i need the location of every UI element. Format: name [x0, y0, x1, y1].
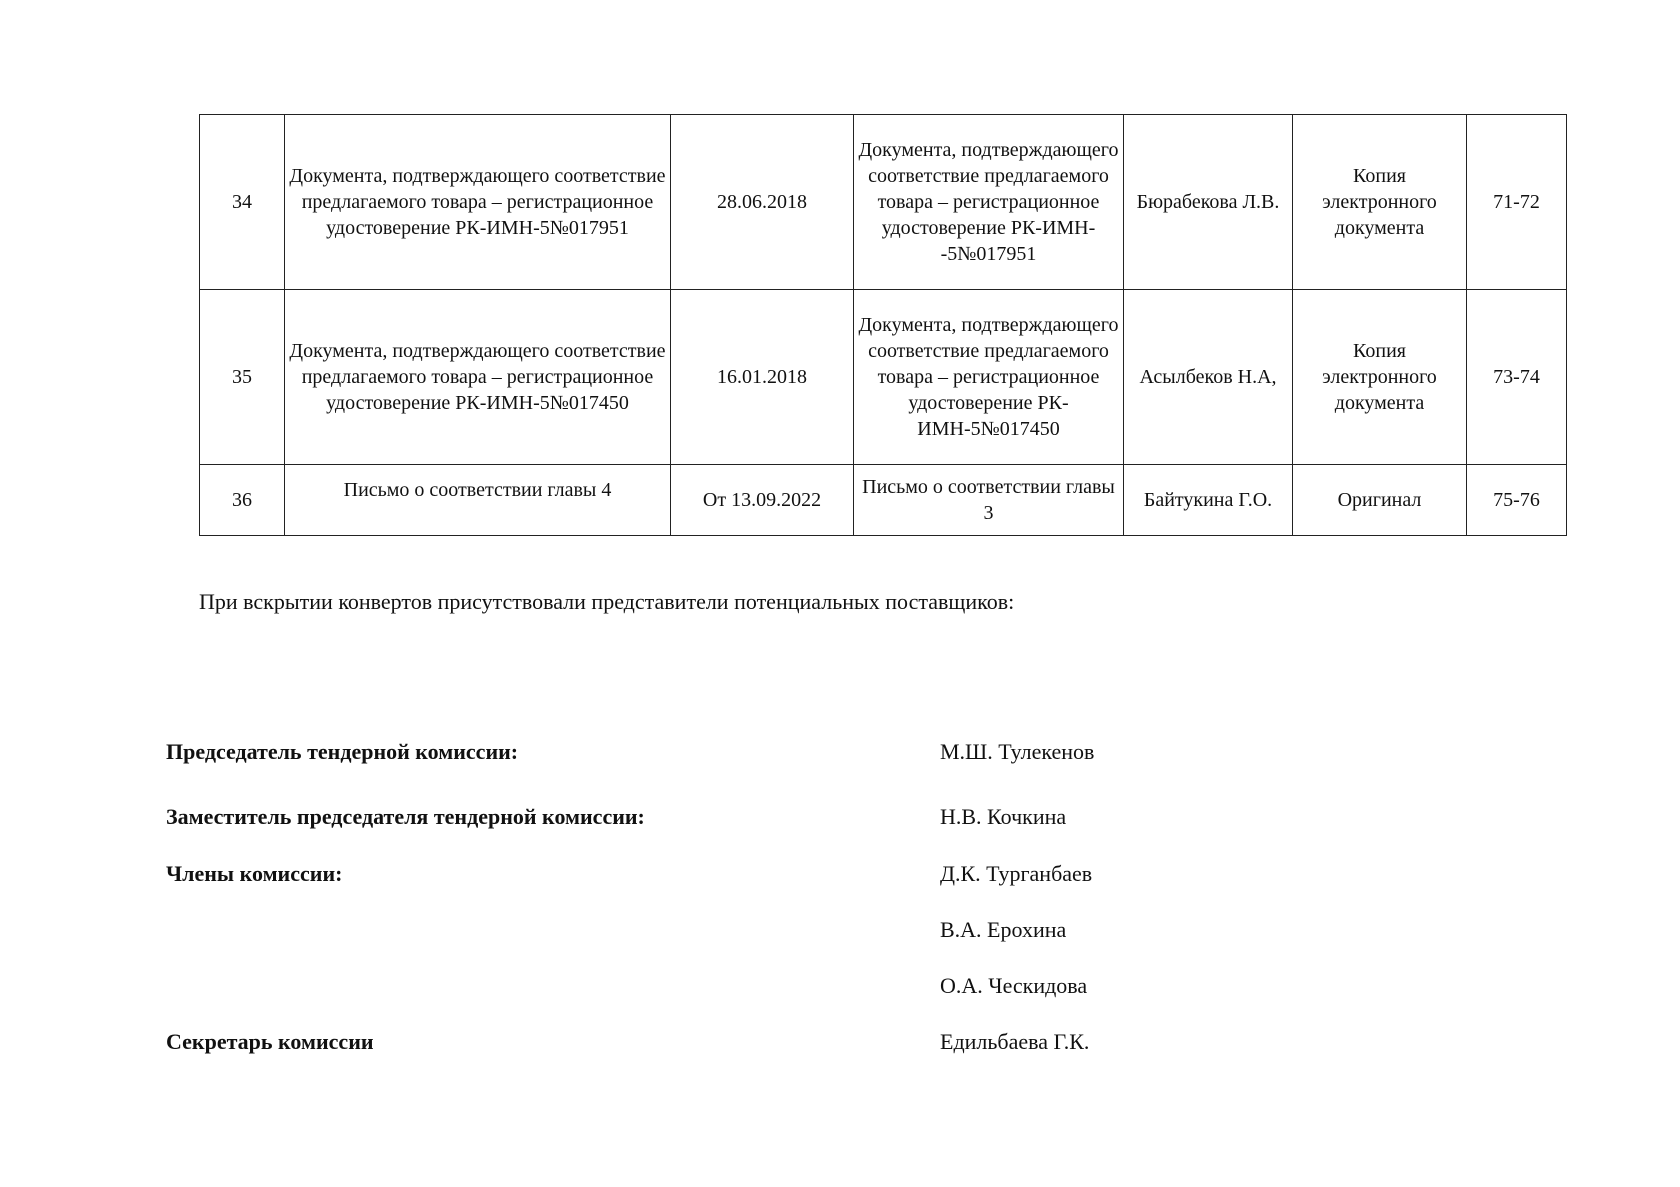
members-label: Члены комиссии: — [166, 861, 343, 886]
secretary-label: Секретарь комиссии — [166, 1029, 374, 1054]
document-name: Документа, подтверждающего соответствие предлагаемого товара – регистрационное удостоверение РК-ИМН-5№017951 — [285, 115, 671, 290]
deputy-label: Заместитель председателя тендерной комиссии: — [166, 804, 645, 829]
document-date: От 13.09.2022 — [671, 465, 854, 536]
secretary-name: Едильбаева Г.К. — [940, 1029, 1090, 1054]
document-pages: 73-74 — [1467, 290, 1567, 465]
document-description: Документа, подтверждающего соответствие предлагаемого товара – регистрационное удостоверение РК-ИМН-5№017450 — [854, 290, 1124, 465]
document-pages: 71-72 — [1467, 115, 1567, 290]
document-name: Документа, подтверждающего соответствие предлагаемого товара – регистрационное удостоверение РК-ИМН-5№017450 — [285, 290, 671, 465]
document-signer: Асылбеков Н.А, — [1124, 290, 1293, 465]
documents-table — [199, 114, 1567, 536]
chairman-label: Председатель тендерной комиссии: — [166, 739, 519, 764]
table-row — [200, 290, 1567, 465]
member-name: В.А. Ерохина — [940, 917, 1067, 942]
document-signer: Байтукина Г.О. — [1124, 465, 1293, 536]
member-name: О.А. Ческидова — [940, 973, 1088, 998]
table-row — [200, 465, 1567, 536]
document-pages: 75-76 — [1467, 465, 1567, 536]
document-form: Копия электронного документа — [1293, 290, 1467, 465]
member-name: Д.К. Турганбаев — [940, 861, 1093, 886]
document-name: Письмо о соответствии главы 4 — [285, 465, 671, 536]
row-number: 36 — [200, 465, 285, 536]
document-form: Копия электронного документа — [1293, 115, 1467, 290]
presence-note: При вскрытии конвертов присутствовали представители потенциальных поставщиков: — [199, 589, 1015, 614]
document-date: 28.06.2018 — [671, 115, 854, 290]
row-number: 35 — [200, 290, 285, 465]
document-signer: Бюрабекова Л.В. — [1124, 115, 1293, 290]
document-date: 16.01.2018 — [671, 290, 854, 465]
row-number: 34 — [200, 115, 285, 290]
document-description: Письмо о соответствии главы 3 — [854, 465, 1124, 536]
document-form: Оригинал — [1293, 465, 1467, 536]
chairman-name: М.Ш. Тулекенов — [940, 739, 1095, 764]
table-row — [200, 115, 1567, 290]
document-description: Документа, подтверждающего соответствие предлагаемого товара – регистрационное удостоверение РК-ИМН--5№017951 — [854, 115, 1124, 290]
deputy-name: Н.В. Кочкина — [940, 804, 1067, 829]
